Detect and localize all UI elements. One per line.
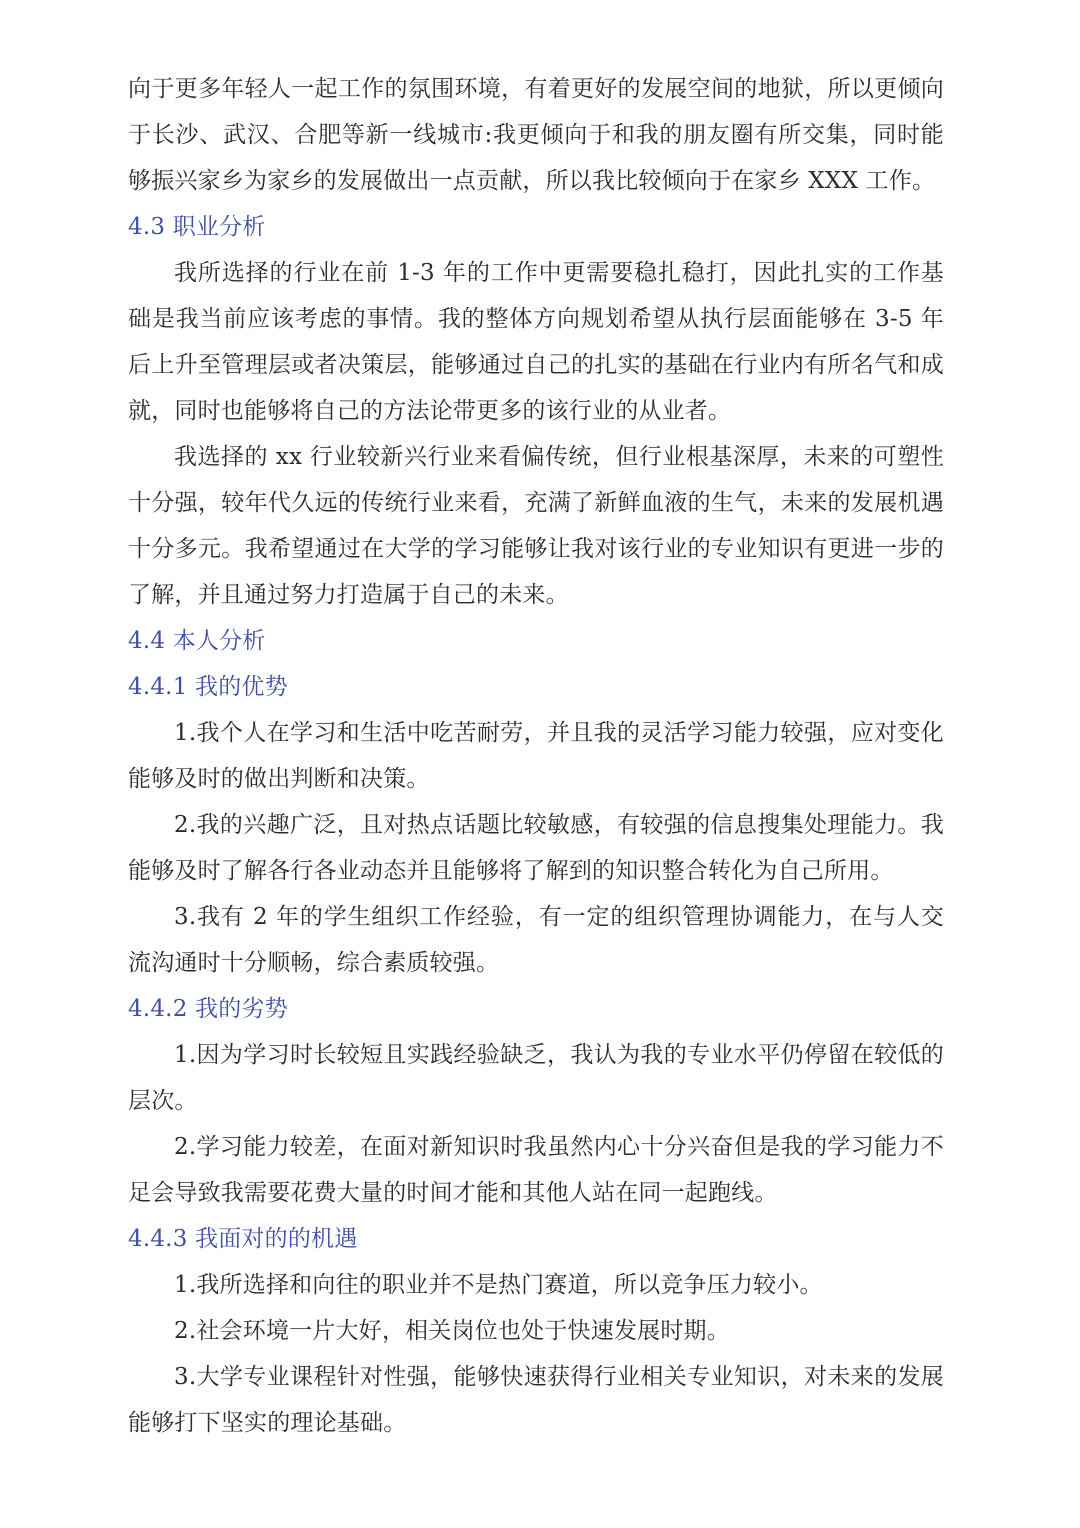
section-heading-4-4-3: 4.4.3 我面对的的机遇 — [128, 1226, 358, 1252]
weakness-item-1: 1.因为学习时长较短且实践经验缺乏，我认为我的专业水平仍停留在较低的层次。 — [128, 1042, 944, 1114]
opportunity-item-2: 2.社会环境一片大好，相关岗位也处于快速发展时期。 — [174, 1318, 730, 1344]
section-heading-4-4-2: 4.4.2 我的劣势 — [128, 996, 288, 1022]
document-body — [128, 66, 944, 1446]
strength-item-2: 2.我的兴趣广泛，且对热点话题比较敏感，有较强的信息搜集处理能力。我能够及时了解各行各业动态并且能够将了解到的知识整合转化为自己所用。 — [128, 812, 944, 884]
opportunity-item-1: 1.我所选择和向往的职业并不是热门赛道，所以竞争压力较小。 — [174, 1272, 823, 1298]
section-heading-4-4: 4.4 本人分析 — [128, 628, 266, 654]
section-heading-4-3: 4.3 职业分析 — [128, 214, 266, 240]
paragraph-career-analysis-2: 我选择的 xx 行业较新兴行业来看偏传统，但行业根基深厚，未来的可塑性十分强，较年代久远的传统行业来看，充满了新鲜血液的生气，未来的发展机遇十分多元。我希望通过在大学的学习能够让我对该行业的专业知识有更进一步的了解，并且通过努力打造属于自己的未来。 — [128, 444, 944, 608]
paragraph-intro-continuation: 向于更多年轻人一起工作的氛围环境，有着更好的发展空间的地狱，所以更倾向于长沙、武汉、合肥等新一线城市:我更倾向于和我的朋友圈有所交集，同时能够振兴家乡为家乡的发展做出一点贡献，所以我比较倾向于在家乡 XXX 工作。 — [128, 76, 944, 194]
section-heading-4-4-1: 4.4.1 我的优势 — [128, 674, 288, 700]
strength-item-1: 1.我个人在学习和生活中吃苦耐劳，并且我的灵活学习能力较强，应对变化能够及时的做出判断和决策。 — [128, 720, 944, 792]
paragraph-career-analysis-1: 我所选择的行业在前 1-3 年的工作中更需要稳扎稳打，因此扎实的工作基础是我当前应该考虑的事情。我的整体方向规划希望从执行层面能够在 3-5 年后上升至管理层或者决策层，能够通过自己的扎实的基础在行业内有所名气和成就，同时也能够将自己的方法论带更多的该行业的从业者。 — [128, 260, 944, 424]
strength-item-3: 3.我有 2 年的学生组织工作经验，有一定的组织管理协调能力，在与人交流沟通时十分顺畅，综合素质较强。 — [128, 904, 944, 976]
weakness-item-2: 2.学习能力较差，在面对新知识时我虽然内心十分兴奋但是我的学习能力不足会导致我需要花费大量的时间才能和其他人站在同一起跑线。 — [128, 1134, 944, 1206]
opportunity-item-3: 3.大学专业课程针对性强，能够快速获得行业相关专业知识，对未来的发展能够打下坚实的理论基础。 — [128, 1364, 944, 1436]
